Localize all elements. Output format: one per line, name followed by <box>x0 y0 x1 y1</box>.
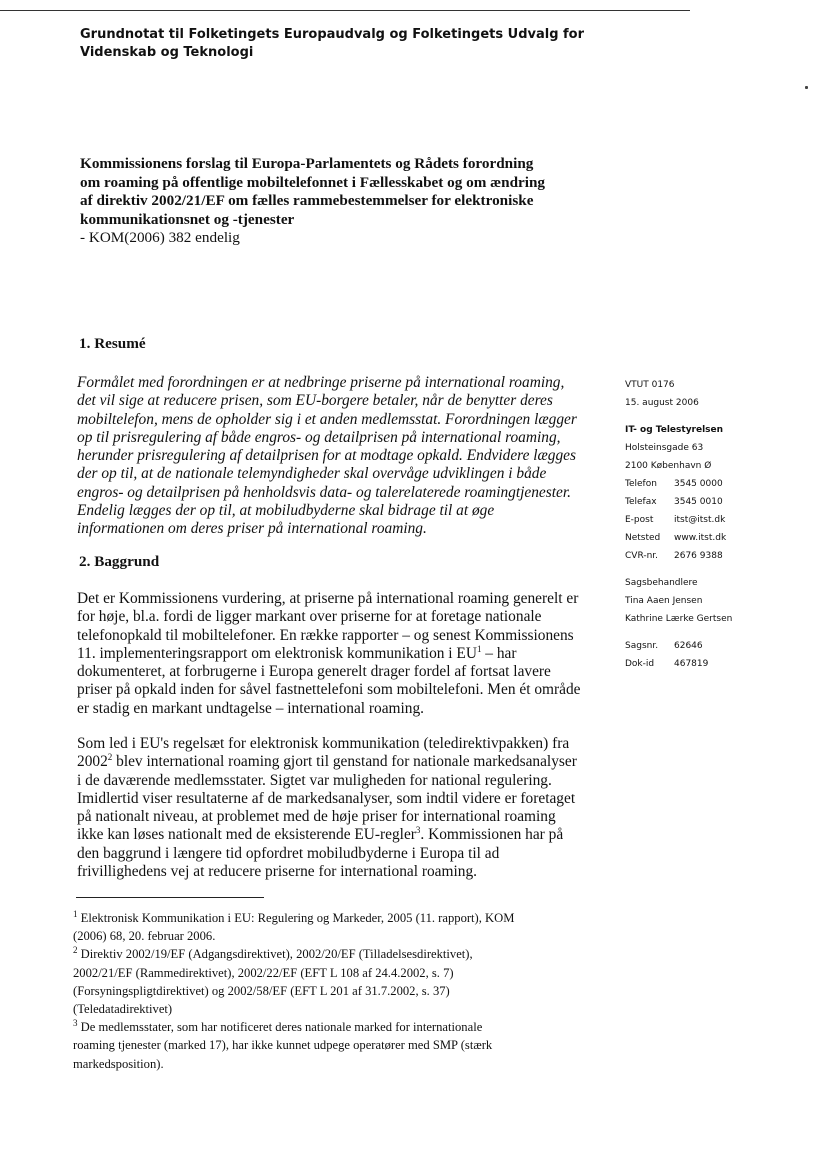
contact-label: Telefax <box>625 497 657 507</box>
footnote-ref: 1 <box>476 643 482 654</box>
sidebar-case <box>625 655 815 673</box>
text-fragment: Direktiv 2002/19/EF (Adgangsdirektivet), 2002/20/EF (Tilladelsesdirektivet), <box>77 947 473 962</box>
text-line: Imidlertid viser resultaterne af de markedsanalyser, som indtil videre er foretaget <box>77 789 576 807</box>
text-line: telefonopkald til mobiltelefoner. En række rapporter – og senest Kommissionens <box>77 626 574 644</box>
sidebar-handlers-label: Sagsbehandlere <box>625 578 698 588</box>
footnote-1-line: (2006) 68, 20. februar 2006. <box>73 929 216 944</box>
footnote-ref: 2 <box>107 752 113 763</box>
text-fragment: 2002 <box>77 753 108 771</box>
title-line: Kommissionens forslag til Europa-Parlamentets og Rådets forordning <box>80 155 534 172</box>
text-line: informationen om deres priser på international roaming. <box>77 520 427 538</box>
text-line: i de daværende medlemsstater. Sigtet var muligheden for national regulering. <box>77 771 552 789</box>
contact-label: Netsted <box>625 533 661 543</box>
text-line: mobiltelefon, mens de opholder sig i et anden medlemsstat. Forordningen lægger <box>77 410 577 428</box>
top-rule <box>0 10 690 11</box>
text-line: engros- og detailprisen på henholdsvis data- og talerelaterede roamingtjenester. <box>77 483 571 501</box>
section-heading-baggrund: 2. Baggrund <box>79 553 160 570</box>
sidebar-address: 2100 København Ø <box>625 461 712 471</box>
contact-label: CVR-nr. <box>625 551 659 561</box>
text-line: herunder prisregulering af detailprisen for at modtage opkald. Endvidere lægges <box>77 447 577 465</box>
footnote-3-line: markedsposition). <box>73 1056 164 1071</box>
footnote-1-line <box>73 909 573 927</box>
text-fragment: ikke kan løses nationalt med de eksisterende EU-regler <box>77 826 416 844</box>
document-title <box>80 155 580 248</box>
header-line: Grundnotat til Folketingets Europaudvalg og Folketingets Udvalg for <box>80 27 585 42</box>
text-fragment: blev international roaming gjort til genstand for nationale markedsanalyser <box>112 753 577 771</box>
sidebar-info <box>625 376 815 673</box>
case-label: Sagsnr. <box>625 641 659 651</box>
text-line: for høje, bl.a. fordi de ligger markant over priserne for at foretage nationale <box>77 608 542 626</box>
background-paragraph-1 <box>77 590 592 718</box>
text-line: der op til, at de nationale telemyndigheder skal overvåge udviklingen i både <box>77 465 547 483</box>
sidebar-case <box>625 637 815 655</box>
footnote-3-line: roaming tjenester (marked 17), har ikke kunnet udpege operatører med SMP (stærk <box>73 1038 493 1053</box>
sidebar-date: 15. august 2006 <box>625 398 699 408</box>
text-line: den baggrund i længere tid opfordret mobiludbyderne i Europa til ad <box>77 844 500 862</box>
sidebar-contact <box>625 493 815 511</box>
footnote-number: 1 <box>73 908 78 919</box>
case-value: 62646 <box>674 641 703 651</box>
footnote-2-line <box>73 945 573 963</box>
section-heading-resume: 1. Resumé <box>79 335 146 352</box>
resume-paragraph <box>77 374 592 539</box>
text-line <box>77 826 592 844</box>
text-line: priser på opkald inden for såvel fastnettelefoni som mobiltelefoni. Men ét område <box>77 681 581 699</box>
text-fragment: De medlemsstater, som har notificeret deres nationale marked for internationale <box>77 1020 483 1035</box>
text-line: Formålet med forordningen er at nedbringe priserne på international roaming, <box>77 374 565 391</box>
text-line <box>77 753 592 771</box>
title-line: af direktiv 2002/21/EF om fælles rammebestemmelser for elektroniske <box>80 192 534 209</box>
footnote-2-line: 2002/21/EF (Rammedirektivet), 2002/22/EF (EFT L 108 af 24.4.2002, s. 7) <box>73 965 454 980</box>
sidebar-address: Holsteinsgade 63 <box>625 443 704 453</box>
case-label: Dok-id <box>625 659 655 669</box>
text-line <box>77 645 592 663</box>
footnote-number: 2 <box>73 945 78 956</box>
contact-value: www.itst.dk <box>674 533 727 543</box>
sidebar-contact <box>625 511 815 529</box>
sidebar-contact <box>625 529 815 547</box>
text-line: Endelig lægges der op til, at mobiludbyderne skal bidrage til at øge <box>77 502 495 520</box>
footnote-ref: 3 <box>415 825 421 836</box>
footnote-number: 3 <box>73 1018 78 1029</box>
footnote-divider <box>76 897 264 898</box>
sidebar-handler: Tina Aaen Jensen <box>625 596 703 606</box>
text-line: er stadig en markant undtagelse – international roaming. <box>77 699 425 717</box>
text-fragment: Elektronisk Kommunikation i EU: Regulering og Markeder, 2005 (11. rapport), KOM <box>77 911 515 925</box>
contact-label: E-post <box>625 515 654 525</box>
text-fragment: . Kommissionen har på <box>420 826 564 844</box>
footnote-2-line: (Teledatadirektivet) <box>73 1002 173 1017</box>
text-line: op til prisregulering af både engros- og detailprisen på international roaming, <box>77 428 561 446</box>
sidebar-handler: Kathrine Lærke Gertsen <box>625 614 733 624</box>
title-line: kommunikationsnet og -tjenester <box>80 210 295 228</box>
footnote-3-line <box>73 1018 573 1036</box>
text-line: frivillighedens vej at reducere priserne for international roaming. <box>77 863 477 881</box>
contact-value: 3545 0010 <box>674 497 723 507</box>
header-line: Videnskab og Teknologi <box>80 45 254 60</box>
text-line: Det er Kommissionens vurdering, at priserne på international roaming generelt er <box>77 590 579 607</box>
text-line: det vil sige at reducere prisen, som EU-borgere betaler, når de benytter deres <box>77 392 553 410</box>
footnotes <box>73 909 573 1073</box>
title-subtitle: - KOM(2006) 382 endelig <box>80 229 240 246</box>
document-header <box>80 26 600 62</box>
contact-value: 3545 0000 <box>674 479 723 489</box>
text-fragment: 11. implementeringsrapport om elektronisk kommunikation i EU <box>77 644 477 662</box>
case-value: 467819 <box>674 659 709 669</box>
text-line: Som led i EU's regelsæt for elektronisk kommunikation (teledirektivpakken) fra <box>77 735 570 752</box>
text-fragment: – har <box>481 644 517 662</box>
contact-label: Telefon <box>625 479 657 489</box>
contact-value: 2676 9388 <box>674 551 723 561</box>
sidebar-org: IT- og Telestyrelsen <box>625 425 724 435</box>
footnote-2-line: (Forsyningspligtdirektivet) og 2002/58/EF (EFT L 201 af 31.7.2002, s. 37) <box>73 983 450 998</box>
sidebar-contact <box>625 547 815 565</box>
contact-value: itst@itst.dk <box>674 515 726 525</box>
title-line: om roaming på offentlige mobiltelefonnet i Fællesskabet og om ændring <box>80 173 546 191</box>
text-line: dokumenteret, at forbrugerne i Europa generelt drager fordel af fortsat lavere <box>77 663 551 681</box>
background-paragraph-2 <box>77 735 592 881</box>
sidebar-contact <box>625 475 815 493</box>
sidebar-ref: VTUT 0176 <box>625 380 675 390</box>
scan-mark <box>805 86 808 89</box>
text-line: på nationalt niveau, at problemet med de høje priser for international roaming <box>77 808 556 826</box>
